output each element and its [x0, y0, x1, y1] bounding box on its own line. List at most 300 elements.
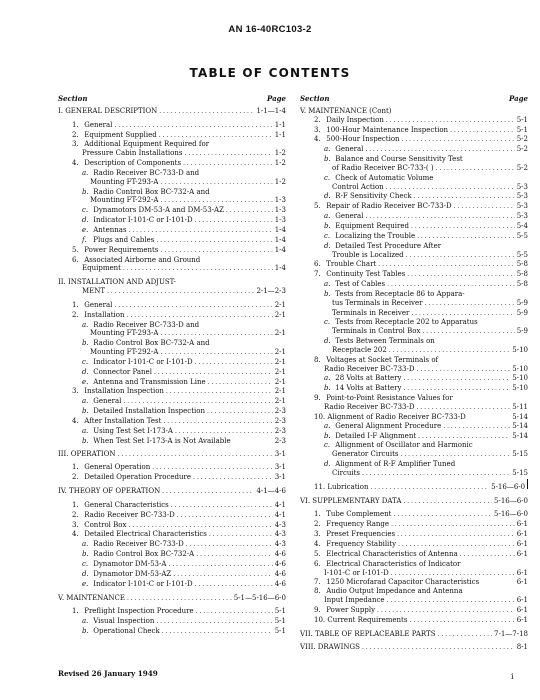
toc-section-entry — [58, 107, 286, 117]
toc-list — [58, 107, 286, 637]
toc-entry-page: 4-6 — [274, 550, 286, 559]
toc-entry-title: Radio Receiver BC-733-D — [324, 403, 415, 411]
toc-entry — [58, 196, 286, 206]
dot-leader — [209, 530, 273, 540]
toc-entry-number: a. — [324, 212, 331, 221]
dot-leader — [195, 580, 273, 590]
toc-entry-title: Trouble is Localized — [332, 250, 404, 259]
dot-leader — [162, 487, 254, 497]
dot-leader — [156, 617, 272, 627]
dot-leader — [386, 183, 515, 193]
toc-entry — [300, 422, 528, 432]
toc-entry — [300, 299, 528, 309]
toc-entry-title: Point-to-Point Resistance Values for — [326, 394, 453, 403]
dot-leader — [195, 216, 273, 226]
toc-entry — [300, 469, 528, 479]
toc-entry-number: c. — [324, 441, 331, 450]
dot-leader — [417, 232, 515, 242]
toc-entry-page: 5-8 — [516, 260, 528, 269]
toc-entry — [300, 192, 528, 202]
toc-entry-page: 6-1 — [516, 578, 528, 587]
toc-entry-number: 1. — [72, 463, 79, 472]
dot-leader — [129, 226, 273, 236]
dot-leader — [163, 417, 272, 427]
toc-entry — [300, 374, 528, 384]
toc-entry-number: 5. — [72, 245, 79, 254]
toc-entry-number: c. — [324, 173, 331, 182]
toc-entry — [300, 365, 528, 375]
page-label: Page — [509, 94, 528, 103]
dot-leader — [156, 236, 272, 246]
toc-entry-number: d. — [82, 367, 89, 376]
toc-entry — [58, 501, 286, 511]
toc-entry — [300, 560, 528, 569]
toc-entry-title: tus Terminals in Receiver — [332, 298, 423, 307]
toc-entry — [300, 174, 528, 183]
toc-entry-page: 5-16—6-0 — [494, 510, 528, 519]
toc-entry — [300, 318, 528, 327]
dot-leader — [438, 630, 492, 640]
toc-entry-number: a. — [82, 617, 89, 626]
dot-leader — [389, 346, 510, 356]
toc-entry-page: 4-6 — [274, 569, 286, 578]
toc-entry-number: 2. — [72, 310, 79, 319]
toc-entry-number: 3. — [72, 387, 79, 396]
toc-entry — [300, 510, 528, 520]
dot-leader — [160, 348, 272, 358]
dot-leader — [402, 135, 515, 145]
revision-date: Revised 26 January 1949 — [58, 669, 158, 678]
dot-leader — [387, 280, 515, 290]
toc-entry-title: VIII. DRAWINGS — [300, 643, 360, 652]
toc-section-entry — [58, 487, 286, 497]
dot-leader — [118, 450, 273, 460]
toc-entry-page: 1-4 — [274, 225, 286, 234]
toc-entry-number: b. — [82, 339, 89, 348]
toc-entry — [300, 155, 528, 164]
toc-entry-title: Continuity Test Tables — [326, 270, 406, 279]
toc-entry-title: Power Requirements — [84, 245, 159, 254]
dot-leader — [393, 510, 492, 520]
toc-entry-number: c. — [324, 231, 331, 240]
toc-entry — [300, 403, 528, 413]
toc-section-entry — [58, 278, 286, 287]
toc-entry-title: Electrical Characteristics of Antenna — [326, 549, 458, 558]
toc-entry-page: 4-3 — [274, 530, 286, 539]
toc-entry-title: General Operation — [84, 463, 151, 472]
toc-entry — [58, 264, 286, 274]
section-label: Section — [58, 94, 88, 103]
toc-entry-title: Control Action — [332, 182, 384, 191]
toc-entry — [300, 413, 528, 422]
toc-entry — [300, 596, 528, 606]
dot-leader — [391, 520, 515, 530]
toc-entry-number: 5. — [314, 202, 321, 211]
toc-entry-number: 9. — [314, 605, 321, 614]
toc-entry-page: 8-1 — [516, 643, 528, 652]
toc-entry-page: 4-3 — [274, 540, 286, 549]
dot-leader — [436, 164, 515, 174]
toc-entry-page: 6-1 — [516, 530, 528, 539]
toc-entry-title: After Installation Test — [84, 417, 162, 425]
toc-entry-title: Indicator I-101-C or I-101-D — [93, 357, 193, 366]
dot-leader — [414, 192, 515, 202]
toc-entry — [58, 397, 286, 407]
toc-entry-number: b. — [82, 187, 89, 196]
toc-entry-number: 2. — [72, 510, 79, 519]
page-number: i — [511, 672, 514, 681]
toc-entry — [58, 246, 286, 256]
toc-entry — [58, 378, 286, 388]
dot-leader — [160, 246, 272, 256]
toc-entry — [300, 135, 528, 145]
toc-entry-title: II. INSTALLATION AND ADJUST- — [58, 278, 176, 287]
toc-entry — [58, 560, 286, 570]
toc-entry-number: 4. — [72, 159, 79, 168]
toc-entry-title: Equipment Required — [335, 221, 409, 230]
toc-entry — [58, 236, 286, 246]
toc-entry-number: 1. — [72, 607, 79, 616]
toc-entry-page: 5-9 — [516, 298, 528, 307]
toc-entry-page: 5-2 — [516, 145, 528, 154]
toc-entry-page: 5-2 — [516, 135, 528, 144]
toc-entry-page: 1-3 — [274, 206, 286, 215]
toc-entry-title: Terminals in Receiver — [332, 308, 410, 317]
toc-entry-title: General — [84, 120, 113, 129]
toc-entry-page: 1-1 — [274, 130, 286, 139]
toc-entry-title: General — [335, 145, 364, 154]
toc-list — [300, 107, 528, 653]
toc-entry-number: 5. — [314, 549, 321, 558]
toc-entry — [300, 260, 528, 270]
toc-entry-title: Associated Airborne and Ground — [84, 255, 201, 264]
toc-entry-page: 5-10 — [512, 384, 528, 393]
toc-entry-number: b. — [82, 436, 89, 445]
dot-leader — [127, 311, 273, 321]
toc-entry — [300, 251, 528, 261]
toc-entry-number: d. — [324, 337, 331, 346]
toc-entry-number: b. — [324, 289, 331, 298]
toc-entry-title: Antennas — [93, 225, 127, 234]
toc-entry-title: When Test Set I-173-A is Not Available — [93, 436, 231, 445]
toc-entry-page: 5-15 — [512, 450, 528, 459]
toc-entry-page: 2-1—2-3 — [256, 287, 286, 296]
toc-entry-number: 4. — [314, 135, 321, 144]
dot-leader — [409, 616, 514, 626]
toc-entry-page: 1-1 — [274, 120, 286, 129]
toc-entry — [300, 270, 528, 280]
dot-leader — [407, 270, 514, 280]
dot-leader — [173, 570, 272, 580]
toc-entry-title: III. OPERATION — [58, 449, 116, 458]
toc-entry-number: 9. — [314, 394, 321, 403]
dot-leader — [160, 178, 272, 188]
toc-entry-number: b. — [324, 431, 331, 440]
toc-entry-page: 6-1 — [516, 605, 528, 614]
document-number: AN 16-40RC103-2 — [228, 24, 312, 35]
column-header — [300, 95, 528, 104]
toc-entry — [58, 339, 286, 348]
toc-entry-number: 3. — [314, 125, 321, 134]
toc-entry — [58, 329, 286, 339]
toc-entry-page: 2-1 — [274, 329, 286, 338]
toc-entry — [300, 222, 528, 232]
dot-leader — [114, 121, 272, 131]
toc-entry-number: a. — [82, 168, 89, 177]
toc-entry — [300, 460, 528, 469]
toc-entry-number: 3. — [314, 530, 321, 539]
toc-entry-title: Detailed Electrical Characteristics — [84, 530, 207, 539]
toc-entry — [58, 473, 286, 483]
toc-entry-page: 5-4 — [516, 221, 528, 230]
toc-entry-title: Tube Complement — [326, 510, 392, 519]
toc-entry — [300, 290, 528, 299]
toc-entry-number: 8. — [314, 355, 321, 364]
toc-entry-title: Tests Between Terminals on — [335, 337, 435, 346]
toc-entry-title: Trouble Chart — [326, 260, 377, 269]
toc-entry-title: Dynamotors DM-53-A and DM-53-AZ — [93, 206, 224, 215]
toc-entry — [300, 450, 528, 460]
toc-entry-number: c. — [82, 559, 89, 568]
column-header — [58, 95, 286, 104]
toc-entry-page: 5-1 — [274, 617, 286, 626]
dot-leader — [403, 374, 510, 384]
toc-entry-title: Detailed Test Procedure After — [335, 241, 442, 250]
toc-entry-title: Connector Panel — [93, 367, 152, 376]
dot-leader — [377, 606, 515, 616]
dot-leader — [387, 596, 515, 606]
toc-entry-title: Preset Frequencies — [326, 530, 396, 539]
dot-leader — [226, 206, 273, 216]
dot-leader — [362, 469, 510, 479]
toc-entry — [58, 311, 286, 321]
dot-leader — [154, 368, 273, 378]
toc-entry — [58, 131, 286, 141]
toc-entry-title: Current Requirements — [327, 615, 408, 624]
toc-section-entry — [300, 643, 528, 653]
toc-entry-page: 5-16—6-0 — [494, 496, 528, 505]
toc-entry-title: Control Box — [84, 520, 127, 529]
toc-entry-title: R-F Sensitivity Check — [335, 192, 412, 201]
toc-entry-page: 2-3 — [274, 426, 286, 435]
dot-leader — [391, 569, 515, 579]
toc-entry-page: 4-1 — [274, 510, 286, 519]
toc-entry-page: 6-1 — [516, 596, 528, 605]
toc-entry — [300, 164, 528, 174]
toc-entry-page: 1-2 — [274, 159, 286, 168]
toc-entry-title: 100-Hour Maintenance Inspection — [326, 125, 449, 134]
toc-entry-title: Electrical Characteristics of Indicator — [326, 559, 461, 568]
toc-entry-title: Alignment of Radio Receiver BC-733-D — [327, 412, 466, 421]
toc-entry — [58, 301, 286, 311]
toc-entry-title: VII. TABLE OF REPLACEABLE PARTS — [300, 629, 436, 638]
toc-entry-title: Visual Inspection — [93, 617, 155, 626]
toc-entry-number: b. — [82, 627, 89, 636]
toc-entry-page: 5-1 — [516, 115, 528, 124]
toc-entry — [58, 387, 286, 397]
toc-entry-page: 6-1 — [516, 549, 528, 558]
toc-entry — [300, 569, 528, 579]
toc-entry — [300, 309, 528, 319]
toc-entry — [58, 437, 286, 446]
toc-entry-title: Preflight Inspection Procedure — [84, 607, 194, 616]
toc-entry-page: 5-1 — [274, 627, 286, 636]
toc-entry-title: Additional Equipment Required for — [84, 140, 210, 149]
dot-leader — [195, 358, 273, 368]
toc-entry-title: Plugs and Cables — [93, 235, 155, 244]
toc-entry-page: 4-1 — [274, 500, 286, 509]
toc-entry — [300, 520, 528, 530]
toc-entry-page: 5-9 — [516, 327, 528, 336]
dot-leader — [183, 159, 273, 169]
toc-entry — [300, 441, 528, 450]
toc-entry — [58, 287, 286, 297]
toc-entry-page: 5-3 — [516, 212, 528, 221]
toc-entry-page: 6-1 — [516, 539, 528, 548]
toc-entry-page: 2-3 — [274, 436, 286, 445]
toc-entry-number: b. — [82, 550, 89, 559]
toc-entry-number: 6. — [72, 255, 79, 264]
toc-entry-page: 2-1 — [274, 357, 286, 366]
toc-entry-title: VI. SUPPLEMENTARY DATA — [300, 496, 402, 505]
toc-entry-number: e. — [82, 225, 89, 234]
toc-entry-title: 28 Volts at Battery — [335, 374, 402, 383]
toc-entry-page: 1-3 — [274, 216, 286, 225]
toc-entry — [58, 121, 286, 131]
toc-entry-title: Radio Receiver BC-733-D and — [93, 168, 200, 177]
toc-entry-title: Using Test Set I-173-A — [93, 426, 173, 435]
toc-entry-title: Frequency Range — [326, 520, 390, 529]
toc-entry-title: 14 Volts at Battery — [335, 384, 402, 393]
toc-entry — [300, 145, 528, 155]
toc-entry-title: Circuits — [332, 468, 361, 477]
toc-entry-title: Receptacle 202 — [332, 345, 387, 354]
toc-entry-number: d. — [82, 569, 89, 578]
toc-entry — [300, 212, 528, 222]
toc-entry-title: Audio Output Impedance and Antenna — [326, 587, 463, 596]
dot-leader — [166, 387, 273, 397]
toc-entry-title: Lubrication — [327, 482, 369, 491]
toc-entry — [300, 394, 528, 403]
toc-entry-page: 5-3 — [516, 192, 528, 201]
toc-entry-number: d. — [324, 460, 331, 469]
toc-entry-page: 2-3 — [274, 417, 286, 425]
toc-entry-number: 1. — [72, 120, 79, 129]
toc-entry — [300, 126, 528, 136]
dot-leader — [175, 427, 273, 437]
toc-entry-page: 4-6 — [274, 559, 286, 568]
toc-entry — [58, 178, 286, 188]
toc-entry-number: e. — [82, 579, 89, 588]
toc-entry — [300, 202, 528, 212]
toc-entry-title: Indicator I-101-C or I-101-D — [93, 579, 193, 588]
toc-entry-page: 3-1 — [274, 473, 286, 482]
toc-entry-page: 7-1—7-18 — [494, 629, 528, 638]
dot-leader — [159, 131, 273, 141]
dot-leader — [416, 403, 510, 413]
toc-entry-number: f. — [82, 235, 87, 244]
dot-leader — [403, 497, 492, 507]
toc-entry-number: a. — [324, 280, 331, 289]
toc-entry — [58, 511, 286, 521]
toc-entry-title: I. GENERAL DESCRIPTION — [58, 106, 158, 115]
toc-entry-title: Mounting FT-293-A — [90, 177, 159, 186]
toc-entry-number: b. — [324, 221, 331, 230]
toc-entry — [300, 550, 528, 560]
toc-entry — [58, 463, 286, 473]
toc-entry-title: Daily Inspection — [326, 115, 384, 124]
toc-column-right — [300, 95, 528, 653]
toc-entry-title: Test of Cables — [335, 280, 386, 289]
toc-entry-title: IV. THEORY OF OPERATION — [58, 487, 161, 496]
toc-entry-number: a. — [324, 145, 331, 154]
toc-entry-number: a. — [82, 540, 89, 549]
toc-entry-title: Localizing the Trouble — [335, 231, 416, 240]
toc-entry-title: Check of Automatic Volume — [335, 173, 434, 182]
toc-entry — [58, 417, 286, 427]
toc-entry-title: MENT — [82, 287, 106, 296]
toc-entry-page: 5-10 — [512, 345, 528, 354]
toc-entry — [300, 432, 528, 442]
toc-section-entry — [300, 107, 528, 116]
toc-entry-number: 10. — [314, 412, 326, 421]
toc-entry-page: 1-1—1-4 — [256, 106, 286, 115]
toc-entry-title: General — [84, 300, 113, 309]
dot-leader — [186, 540, 273, 550]
toc-entry — [58, 169, 286, 178]
toc-entry — [300, 346, 528, 356]
toc-entry — [58, 580, 286, 590]
toc-entry-number: 10. — [314, 615, 326, 624]
toc-entry-title: Detailed Operation Procedure — [84, 473, 191, 482]
toc-entry-title: Operational Check — [93, 627, 160, 636]
dot-leader — [416, 365, 510, 375]
toc-entry-number: c. — [82, 206, 89, 215]
toc-entry-page: 5-8 — [516, 270, 528, 279]
toc-entry-page: 2-1 — [274, 310, 286, 319]
toc-entry-number: a. — [324, 374, 331, 383]
toc-entry-page: 2-1 — [274, 377, 286, 386]
toc-entry-page: 1-2 — [274, 177, 286, 186]
toc-entry — [300, 356, 528, 365]
toc-entry-title: Alignment of R-F Amplifier Tuned — [335, 460, 456, 469]
toc-entry-page: 6-1 — [516, 615, 528, 624]
dot-leader — [168, 560, 272, 570]
toc-entry-number: 11. — [314, 482, 326, 491]
change-bar-mark — [527, 479, 528, 489]
toc-entry-page: 5-11 — [512, 403, 528, 411]
toc-entry-page: 5-14 — [512, 431, 528, 440]
toc-entry-number: a. — [82, 320, 89, 329]
toc-entry — [58, 521, 286, 531]
toc-entry-title: Power Supply — [326, 605, 376, 614]
toc-section-entry — [300, 630, 528, 640]
dot-leader — [425, 299, 515, 309]
toc-entry-number: d. — [324, 241, 331, 250]
toc-entry-page: 2-1 — [274, 397, 286, 406]
page-label: Page — [267, 94, 286, 103]
toc-entry — [58, 321, 286, 330]
toc-entry — [300, 384, 528, 394]
dot-leader — [418, 432, 510, 442]
toc-entry-title: Pressure Cabin Installations — [82, 149, 183, 158]
toc-entry-title: Detailed I-F Alignment — [335, 431, 417, 440]
toc-entry-page: 6-1 — [516, 568, 528, 577]
toc-entry-title: Radio Receiver BC-733-D — [324, 364, 415, 373]
toc-entry-title: Tests from Receptacle 202 to Apparatus — [335, 318, 478, 327]
dot-leader — [460, 550, 515, 560]
toc-entry-title: Installation — [84, 310, 125, 319]
